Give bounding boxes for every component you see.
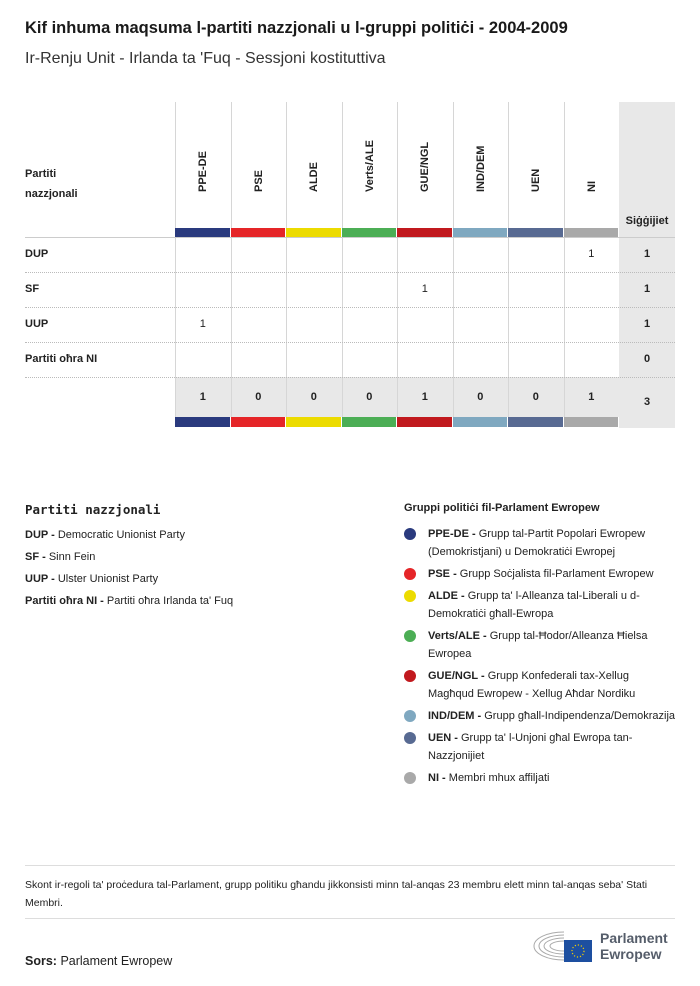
group-total: 1 xyxy=(421,391,428,403)
party-name: Ulster Unionist Party xyxy=(57,573,159,585)
color-dot-icon xyxy=(404,670,416,682)
footnote: Skont ir-regoli ta' proċedura tal-Parlament, grupp politiku għandu jikkonsisti minn tal-anqas 23 membru elett minn tal-anqas seba' Stati Membri. xyxy=(25,879,648,909)
party-legend-item xyxy=(25,573,233,585)
party-label: UUP xyxy=(25,318,49,330)
party-legend-item xyxy=(25,595,233,607)
page-subtitle: Ir-Renju Unit - Irlanda ta 'Fuq - Sessjoni kostituttiva xyxy=(25,50,386,67)
total-column-bg xyxy=(619,102,675,428)
color-dot-icon xyxy=(404,528,416,540)
group-legend-item xyxy=(404,525,676,561)
group-abbr: PSE - xyxy=(428,568,460,580)
column-divider xyxy=(342,102,343,418)
column-divider xyxy=(508,102,509,418)
seat-table xyxy=(25,102,675,428)
party-abbr: SF - xyxy=(25,551,49,563)
row-header: Partiti nazzjonali xyxy=(25,168,78,200)
party-total: 0 xyxy=(643,353,651,365)
group-total: 0 xyxy=(310,391,317,403)
color-dot-icon xyxy=(404,568,416,580)
group-name: Grupp ta' l-Alleanza tal-Liberali u d-Demokratiċi għall-Ewropa xyxy=(428,590,640,620)
group-legend-title: Gruppi politiċi fil-Parlament Ewropew xyxy=(404,502,600,514)
group-color-bar xyxy=(175,228,230,237)
color-dot-icon xyxy=(404,590,416,602)
seat-count: 1 xyxy=(588,248,595,260)
color-dot-icon xyxy=(404,630,416,642)
party-total: 1 xyxy=(643,248,651,260)
row-divider xyxy=(25,342,675,343)
group-name: Grupp tal-Ħodor/Alleanza Ħielsa Ewropea xyxy=(428,630,648,660)
group-color-bar-bottom xyxy=(231,417,286,427)
group-color-bar xyxy=(397,228,452,237)
column-divider xyxy=(286,102,287,418)
group-legend-item xyxy=(404,667,676,703)
group-abbr: IND/DEM - xyxy=(428,710,485,722)
group-name: Grupp għall-Indipendenza/Demokrazija xyxy=(484,710,676,722)
group-header-GUE/NGL: GUE/NGL xyxy=(419,141,431,192)
group-legend-item xyxy=(404,707,676,725)
hemicycle-icon xyxy=(530,928,594,964)
total-header: Siġġijiet xyxy=(625,215,669,227)
party-legend xyxy=(25,502,233,617)
divider xyxy=(25,865,675,866)
group-color-bar xyxy=(453,228,508,237)
party-legend-item xyxy=(25,529,233,541)
party-abbr: Partiti oħra NI - xyxy=(25,595,107,607)
row-divider xyxy=(25,307,675,308)
group-abbr: PPE-DE - xyxy=(428,528,479,540)
group-total: 0 xyxy=(366,391,373,403)
group-color-bar-bottom xyxy=(453,417,508,427)
group-color-bar-bottom xyxy=(175,417,230,427)
group-name: Grupp ta' l-Unjoni għal Ewropa tan-Nazzjonijiet xyxy=(428,732,633,762)
party-name: Democratic Unionist Party xyxy=(57,529,185,541)
group-legend-item xyxy=(404,627,676,663)
group-header-IND/DEM: IND/DEM xyxy=(474,145,487,192)
group-legend-item xyxy=(404,729,676,765)
group-total: 0 xyxy=(532,391,539,403)
column-divider xyxy=(231,102,232,418)
group-header-PPE-DE: PPE-DE xyxy=(197,151,209,192)
group-abbr: ALDE - xyxy=(428,590,468,602)
source-label: Sors: xyxy=(25,954,57,968)
logo-text-1: Parlament xyxy=(600,930,668,946)
group-color-bar xyxy=(231,228,286,237)
ep-logo xyxy=(530,928,668,964)
group-header-Verts/ALE: Verts/ALE xyxy=(363,140,376,192)
divider xyxy=(25,918,675,919)
party-label: Partiti oħra NI xyxy=(25,353,98,365)
group-abbr: GUE/NGL - xyxy=(428,670,488,682)
group-color-bar-bottom xyxy=(564,417,619,427)
color-dot-icon xyxy=(404,772,416,784)
seat-count: 1 xyxy=(421,283,428,295)
row-divider xyxy=(25,272,675,273)
row-divider xyxy=(25,377,675,378)
group-legend-item xyxy=(404,587,676,623)
group-name: Grupp tal-Partit Popolari Ewropew (Demokristjani) u Demokratiċi Ewropej xyxy=(428,528,646,558)
group-color-bar-bottom xyxy=(342,417,397,427)
group-header-NI: NI xyxy=(585,181,598,192)
row-divider xyxy=(25,237,675,238)
group-name: Membri mhux affiljati xyxy=(448,772,550,784)
group-abbr: Verts/ALE - xyxy=(428,630,490,642)
group-total: 1 xyxy=(199,391,206,403)
source-value: Parlament Ewropew xyxy=(60,954,173,968)
column-divider xyxy=(564,102,565,418)
group-color-bar xyxy=(342,228,397,237)
group-legend xyxy=(404,502,676,791)
column-divider xyxy=(175,102,176,418)
color-dot-icon xyxy=(404,732,416,744)
party-label: SF xyxy=(25,283,40,295)
group-total: 0 xyxy=(255,391,262,403)
party-name: Sinn Fein xyxy=(48,551,96,563)
party-total: 1 xyxy=(643,283,651,295)
group-header-ALDE: ALDE xyxy=(308,162,320,192)
column-divider xyxy=(397,102,398,418)
party-legend-item xyxy=(25,551,233,563)
group-header-PSE: PSE xyxy=(252,169,265,192)
party-abbr: DUP - xyxy=(25,529,58,541)
party-name: Partiti oħra Irlanda ta' Fuq xyxy=(106,595,234,607)
group-color-bar-bottom xyxy=(397,417,452,427)
seat-count: 1 xyxy=(199,318,206,330)
party-total: 1 xyxy=(643,318,651,330)
group-name: Grupp Soċjalista fil-Parlament Ewropew xyxy=(459,568,654,580)
group-color-bar-bottom xyxy=(286,417,341,427)
group-header-UEN: UEN xyxy=(530,168,542,192)
source xyxy=(25,954,172,968)
group-abbr: NI - xyxy=(428,772,449,784)
group-abbr: UEN - xyxy=(428,732,461,744)
grand-total: 3 xyxy=(643,396,651,408)
group-total: 1 xyxy=(588,391,595,403)
group-legend-item xyxy=(404,769,676,787)
page-title: Kif inhuma maqsuma l-partiti nazzjonali u l-gruppi politiċi - 2004-2009 xyxy=(25,19,568,37)
logo-text-2: Ewropew xyxy=(600,946,662,962)
party-legend-title: Partiti nazzjonali xyxy=(25,502,161,517)
group-color-bar xyxy=(564,228,619,237)
column-divider xyxy=(453,102,454,418)
party-abbr: UUP - xyxy=(25,573,58,585)
party-label: DUP xyxy=(25,248,49,260)
group-total: 0 xyxy=(477,391,484,403)
group-color-bar xyxy=(286,228,341,237)
color-dot-icon xyxy=(404,710,416,722)
group-color-bar-bottom xyxy=(508,417,563,427)
group-legend-item xyxy=(404,565,676,583)
group-name: Grupp Konfederali tax-Xellug Magħqud Ewropew - Xellug Aħdar Nordiku xyxy=(428,670,636,700)
group-color-bar xyxy=(508,228,563,237)
